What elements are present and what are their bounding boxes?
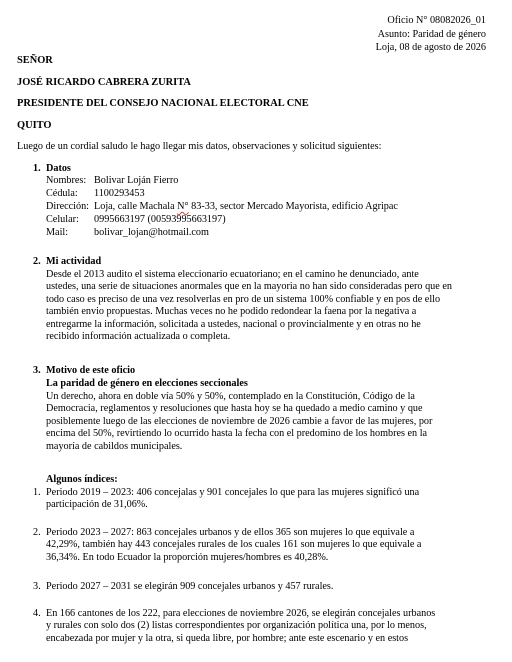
data-label: Celular: [46, 214, 79, 225]
address-part: 83-33, sector Mercado Mayorista, edificio Agripac [188, 201, 398, 212]
index-number: 3. [33, 581, 41, 592]
letter-date: Loja, 08 de agosto de 2026 [375, 42, 486, 54]
address-part: Loja, calle Machala [94, 201, 178, 212]
body-line: todo caso es preciso de una vez resolverlas en pro de un sistema 100% confiable y en pos de ello [46, 293, 441, 305]
section-3-subtitle: La paridad de género en elecciones seccionales [46, 378, 248, 389]
recipient-city: QUITO [17, 120, 52, 131]
data-label: Cédula: [46, 188, 78, 199]
index-number: 1. [33, 487, 41, 498]
index-item-2 [46, 527, 506, 564]
section-2-body [46, 269, 476, 343]
recipient-salutation: SEÑOR [17, 55, 53, 66]
body-line: Un derecho, ahora en doble vía 50% y 50%, contemplado en la Constitución, Código de la [46, 391, 415, 402]
index-line: 42,29%, también hay 443 concejales rurales de los cuales 161 son mujeres lo que equivale a [46, 539, 422, 551]
index-item-4 [46, 608, 506, 645]
index-item-1 [46, 487, 506, 512]
body-line: Desde el 2013 audito el sistema eleccionario ecuatoriano; en el camino he denunciado, ante [46, 269, 419, 280]
index-line: En 166 cantones de los 222, para elecciones de noviembre 2026, se elegirán concejales urbanos [46, 608, 436, 619]
data-label: Nombres: [46, 175, 87, 186]
section-3-body [46, 391, 476, 453]
index-number: 4. [33, 608, 41, 619]
indices-title: Algunos índices: [46, 474, 118, 485]
index-item-3 [46, 581, 506, 593]
section-2-number: 2. [33, 256, 41, 267]
recipient-name: JOSÉ RICARDO CABRERA ZURITA [17, 77, 191, 88]
asunto: Asunto: Paridad de género [377, 28, 486, 40]
oficio-number: Oficio N° 08082026_01 [387, 15, 486, 26]
data-label: Mail: [46, 227, 69, 238]
section-1-title: Datos [46, 163, 71, 174]
data-value: bolivar_lojan@hotmail.com [94, 227, 209, 238]
body-line: ustedes, una serie de situaciones anormales que en la mayoria no han sido consideradas pero que en [46, 281, 452, 293]
body-line: entregarme la información, solicitada a ustedes, nacional o provincialmente y en otras no he [46, 318, 421, 330]
reference-block [186, 14, 486, 55]
body-line: también envio propuestas. Muchas veces no he podido redondear la faena por la negativa a [46, 306, 417, 318]
index-line: Periodo 2027 – 2031 se elegirán 909 concejales urbanos y 457 rurales. [46, 581, 334, 592]
body-line: Democracia, reglamentos y resoluciones que hasta hoy se ha quedado a medio camino y que [46, 403, 423, 415]
body-line: mayoría de cabildos municipales. [46, 440, 183, 452]
section-3-number: 3. [33, 365, 41, 376]
index-line: participación de 31,06%. [46, 499, 148, 511]
index-line: encabezada por mujer y la otra, si queda libre, por hombre; ante este escenario y en estos [46, 632, 409, 644]
intro-paragraph: Luego de un cordial saludo le hago llegar mis datos, observaciones y solicitud siguientes: [17, 141, 382, 152]
spellcheck-marked-word: N° [177, 201, 189, 212]
index-line: 36,34%. En todo Ecuador la proporción mujeres/hombres es 40,28%. [46, 551, 329, 563]
body-line: posiblemente luego de las elecciones de noviembre de 2026 cambie a favor de las mujeres, por [46, 415, 433, 427]
index-line: Periodo 2023 – 2027: 863 concejales urbanos y de ellos 365 son mujeres lo que equivale a [46, 527, 415, 538]
recipient-title: PRESIDENTE DEL CONSEJO NACIONAL ELECTORAL CNE [17, 98, 309, 109]
body-line: recibido información actualizada o completa. [46, 330, 231, 342]
index-number: 2. [33, 527, 41, 538]
body-line: encima del 50%, revirtiendo lo ocurrido hasta la fecha con el predomino de los hombres en la [46, 428, 428, 440]
data-value: 0995663197 (00593995663197) [94, 214, 226, 225]
data-value: 1100293453 [94, 188, 145, 199]
data-label: Dirección: [46, 201, 89, 212]
data-value [94, 201, 398, 213]
index-line: y rurales con solo dos (2) listas correspondientes por organización política una, por lo menos, [46, 620, 427, 632]
section-3-title: Motivo de este oficio [46, 365, 136, 376]
section-2-title: Mi actividad [46, 256, 102, 267]
data-value: Bolivar Loján Fierro [94, 175, 179, 186]
index-line: Periodo 2019 – 2023: 406 concejalas y 901 concejales lo que para las mujeres significó una [46, 487, 420, 498]
section-1-number: 1. [33, 163, 41, 174]
